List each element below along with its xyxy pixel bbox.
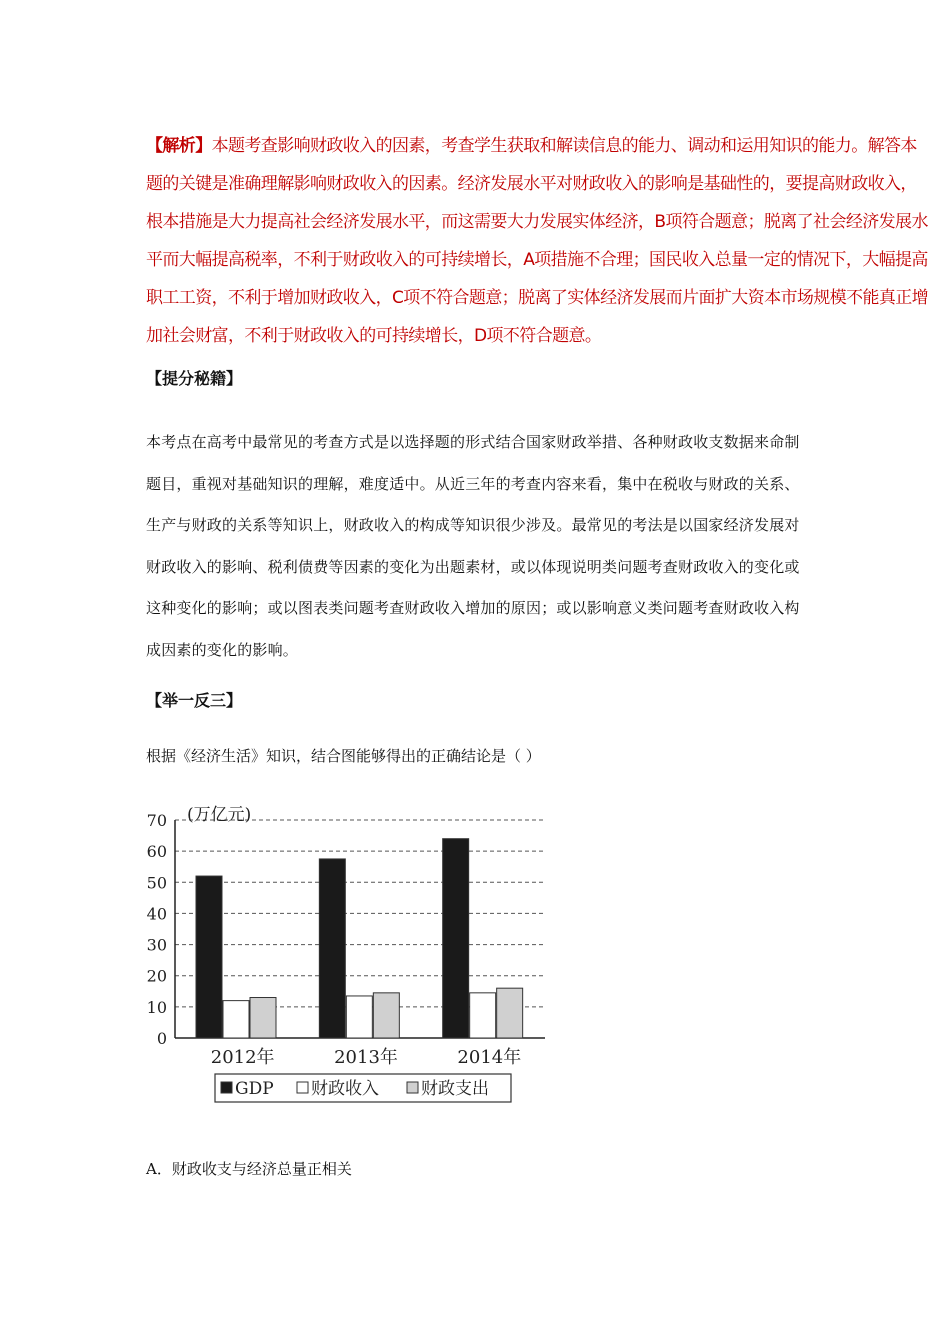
bar-财政收入	[346, 996, 372, 1038]
bar-GDP	[319, 859, 345, 1038]
bar-财政收入	[470, 993, 496, 1038]
legend-swatch	[221, 1082, 232, 1093]
y-tick-label: 20	[146, 966, 167, 986]
bar-财政收入	[223, 1001, 249, 1038]
bar-财政支出	[250, 998, 276, 1038]
question-text: 根据《经济生活》知识，结合图能够得出的正确结论是（ ）	[146, 747, 541, 765]
x-category-label: 2014年	[457, 1047, 522, 1068]
legend-swatch	[407, 1082, 418, 1093]
legend-label: 财政收入	[311, 1079, 379, 1099]
y-tick-label: 40	[146, 904, 167, 924]
tips-heading: 【提分秘籍】	[146, 369, 243, 388]
bar-GDP	[443, 839, 469, 1038]
bar-财政支出	[497, 988, 523, 1038]
y-tick-label: 60	[146, 842, 167, 862]
y-tick-label: 50	[146, 873, 167, 893]
analysis-tag: 【解析】	[146, 136, 212, 156]
unit-label: (万亿元)	[187, 805, 252, 825]
practice-heading: 【举一反三】	[146, 691, 243, 710]
y-tick-label: 10	[146, 997, 167, 1017]
x-category-label: 2012年	[210, 1047, 275, 1068]
legend-label: GDP	[235, 1079, 274, 1099]
option-a: A．财政收支与经济总量正相关	[146, 1160, 352, 1178]
bar-chart	[135, 800, 555, 1110]
analysis-paragraph	[146, 127, 932, 355]
analysis-text: 本题考查影响财政收入的因素，考查学生获取和解读信息的能力、调动和运用知识的能力。解答本题的关键是准确理解影响财政收入的因素。经济发展水平对财政收入的影响是基础性的，要提高财政收入，根本措施是大力提高社会经济发展水平，而这需要大力发展实体经济，B项符合题意；脱离了社会经济发展水平而大幅提高税率，不利于财政收入的可持续增长，A项措施不合理；国民收入总量一定的情况下，大幅提高职工工资，不利于增加财政收入，C项不符合题意；脱离了实体经济发展而片面扩大资本市场规模不能真正增加社会财富，不利于财政收入的可持续增长，D项不符合题意。	[146, 136, 929, 346]
bar-GDP	[196, 876, 222, 1038]
y-tick-label: 30	[146, 935, 167, 955]
bar-财政支出	[373, 993, 399, 1038]
tips-paragraph: 本考点在高考中最常见的考查方式是以选择题的形式结合国家财政举措、各种财政收支数据来命制题目，重视对基础知识的理解，难度适中。从近三年的考查内容来看，集中在税收与财政的关系、生产与财政的关系等知识上，财政收入的构成等知识很少涉及。最常见的考法是以国家经济发展对财政收入的影响、税利债费等因素的变化为出题素材，或以体现说明类问题考查财政收入的变化或这种变化的影响；或以图表类问题考查财政收入增加的原因；或以影响意义类问题考查财政收入构成因素的变化的影响。	[146, 433, 800, 659]
legend-swatch	[297, 1082, 308, 1093]
x-category-label: 2013年	[334, 1047, 398, 1068]
y-tick-label: 0	[156, 1029, 167, 1048]
y-tick-label: 70	[146, 811, 167, 830]
legend-label: 财政支出	[421, 1079, 489, 1099]
